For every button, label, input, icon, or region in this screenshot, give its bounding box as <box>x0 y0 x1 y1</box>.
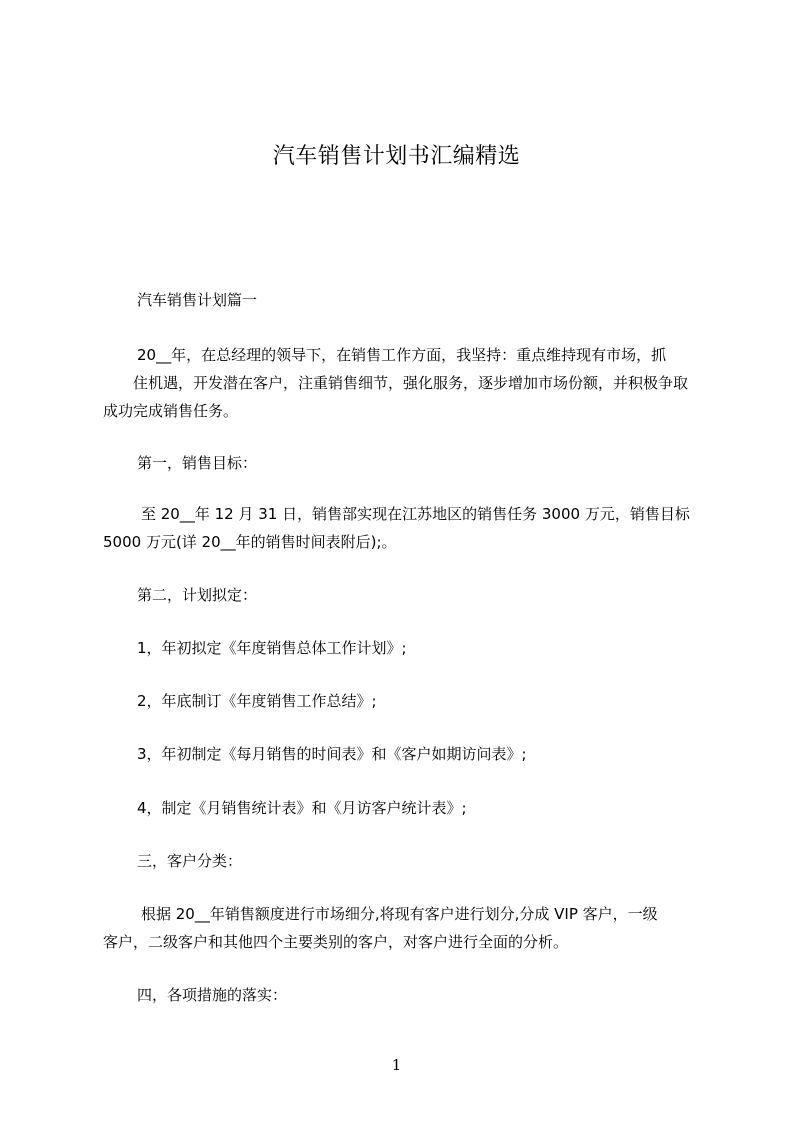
intro-line-1: 20__年，在总经理的领导下，在销售工作方面，我坚持：重点维持现有市场，抓 <box>137 346 667 364</box>
plan-item-1: 1，年初拟定《年度销售总体工作计划》; <box>137 639 407 657</box>
plan-item-4: 4，制定《月销售统计表》和《月访客户统计表》; <box>137 799 467 817</box>
goal-heading: 第一，销售目标： <box>137 454 258 472</box>
plan-heading: 第二，计划拟定： <box>137 586 258 604</box>
section-heading: 汽车销售计划篇一 <box>137 291 258 309</box>
plan-item-3: 3，年初制定《每月销售的时间表》和《客户如期访问表》; <box>137 745 527 763</box>
goal-line-1: 至 20__年 12 月 31 日，销售部实现在江苏地区的销售任务 3000 万元，销售目标 <box>141 505 690 523</box>
measures-heading: 四，各项措施的落实： <box>137 986 288 1004</box>
document-title: 汽车销售计划书汇编精选 <box>272 144 521 169</box>
intro-line-2: 住机遇，开发潜在客户，注重销售细节，强化服务，逐步增加市场份额，并积极争取 <box>133 374 689 392</box>
customer-paragraph <box>103 900 703 956</box>
intro-paragraph <box>103 341 703 425</box>
customer-line-2: 客户，二级客户和其他四个主要类别的客户，对客户进行全面的分析。 <box>103 933 569 951</box>
page-number: 1 <box>391 1056 402 1074</box>
goal-line-2: 5000 万元(详 20__年的销售时间表附后);。 <box>103 533 397 551</box>
goal-paragraph <box>103 500 703 556</box>
plan-item-2: 2，年底制订《年度销售工作总结》; <box>137 692 377 710</box>
customer-heading: 三，客户分类： <box>137 852 243 870</box>
intro-line-3: 成功完成销售任务。 <box>103 402 239 420</box>
customer-line-1: 根据 20__年销售额度进行市场细分,将现有客户进行划分,分成 VIP 客户，一级 <box>141 905 658 923</box>
